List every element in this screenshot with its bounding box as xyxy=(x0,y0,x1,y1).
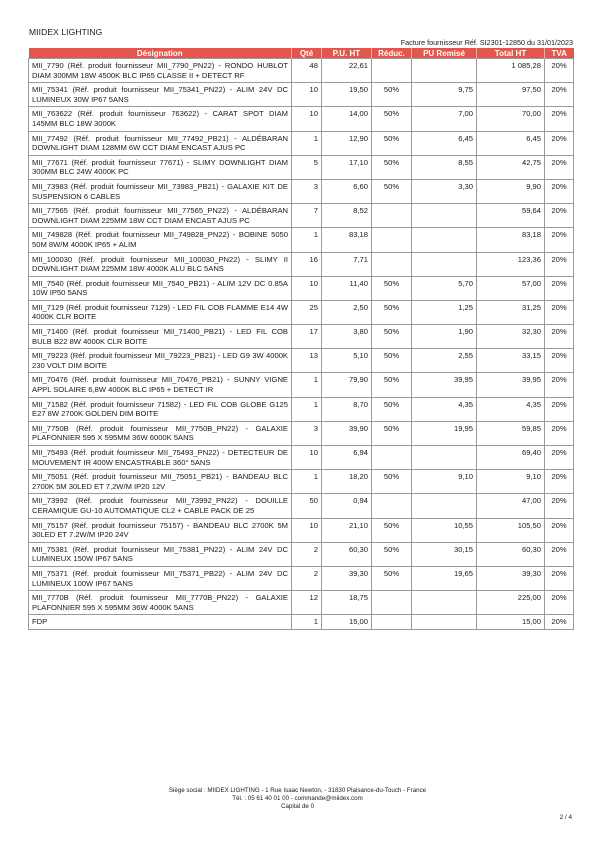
row-vat: 20% xyxy=(545,83,574,107)
row-discount: 50% xyxy=(372,276,412,300)
row-unit-price: 0,94 xyxy=(322,494,372,518)
row-quantity: 48 xyxy=(292,59,322,83)
row-designation: MII_77565 (Réf. produit fournisseur MII_77565_PN22) - ALDÉBARAN DOWNLIGHT DIAM 225MM 18W CCT DIAM ENCAST AJUS PC xyxy=(29,204,292,228)
row-designation: MII_71400 (Réf. produit fournisseur MII_71400_PB21) - LED FIL COB BULB B22 8W 4000K CLR BOITE xyxy=(29,325,292,349)
row-unit-price: 6,60 xyxy=(322,179,372,203)
row-quantity: 7 xyxy=(292,204,322,228)
row-total: 33,15 xyxy=(477,349,545,373)
row-discounted-price xyxy=(412,228,477,252)
table-row xyxy=(29,179,574,203)
row-designation: MII_71582 (Réf. produit fournisseur 71582) - LED FIL COB GLOBE G125 E27 8W 2700K GOLDEN DIM BOITE xyxy=(29,397,292,421)
row-vat: 20% xyxy=(545,179,574,203)
row-total: 83,18 xyxy=(477,228,545,252)
row-vat: 20% xyxy=(545,107,574,131)
row-total: 225,00 xyxy=(477,591,545,615)
row-vat: 20% xyxy=(545,591,574,615)
row-discount xyxy=(372,446,412,470)
row-discounted-price: 9,10 xyxy=(412,470,477,494)
row-discounted-price: 1,90 xyxy=(412,325,477,349)
row-discounted-price: 7,00 xyxy=(412,107,477,131)
row-discounted-price: 5,70 xyxy=(412,276,477,300)
row-discount: 50% xyxy=(372,325,412,349)
table-row xyxy=(29,591,574,615)
row-unit-price: 22,61 xyxy=(322,59,372,83)
row-discount xyxy=(372,615,412,630)
table-row xyxy=(29,276,574,300)
row-designation: MII_75371 (Réf. produit fournisseur MII_75371_PB22) - ALIM 24V DC LUMINEUX 100W IP67 5ANS xyxy=(29,566,292,590)
row-total: 57,00 xyxy=(477,276,545,300)
row-discounted-price xyxy=(412,446,477,470)
row-discount: 50% xyxy=(372,566,412,590)
row-quantity: 1 xyxy=(292,373,322,397)
row-vat: 20% xyxy=(545,155,574,179)
footer-address: Siège social : MIIDEX LIGHTING - 1 Rue Isaac Newton, - 31830 Plaisance-du-Touch - France xyxy=(168,787,427,794)
table-row xyxy=(29,107,574,131)
row-designation: MII_100030 (Réf. produit fournisseur MII_100030_PN22) - SLIMY II DOWNLIGHT DIAM 225MM 18W 4000K ALU BLC 5ANS xyxy=(29,252,292,276)
row-discounted-price xyxy=(412,615,477,630)
row-discount: 50% xyxy=(372,421,412,445)
row-discounted-price xyxy=(412,204,477,228)
row-total: 60,30 xyxy=(477,542,545,566)
row-unit-price: 2,50 xyxy=(322,300,372,324)
row-vat: 20% xyxy=(545,494,574,518)
row-discount: 50% xyxy=(372,542,412,566)
row-designation: MII_749828 (Réf. produit fournisseur MII_749828_PN22) - BOBINE 5050 50M 8W/M 4000K IP65 + ALIM xyxy=(29,228,292,252)
column-header-discounted-price: PU Remisé xyxy=(412,48,477,59)
company-name: MIIDEX LIGHTING xyxy=(29,27,103,37)
row-vat: 20% xyxy=(545,373,574,397)
row-total: 97,50 xyxy=(477,83,545,107)
row-quantity: 50 xyxy=(292,494,322,518)
footer xyxy=(0,787,595,811)
row-discounted-price xyxy=(412,252,477,276)
column-header-designation: Désignation xyxy=(29,48,292,59)
row-discount: 50% xyxy=(372,373,412,397)
row-discounted-price: 8,55 xyxy=(412,155,477,179)
row-discount xyxy=(372,591,412,615)
row-designation: MII_75341 (Réf. produit fournisseur MII_75341_PN22) - ALIM 24V DC LUMINEUX 30W IP67 5ANS xyxy=(29,83,292,107)
row-total: 70,00 xyxy=(477,107,545,131)
table-row xyxy=(29,252,574,276)
footer-capital: Capital de 0 xyxy=(280,803,315,810)
row-designation: MII_73992 (Réf. produit fournisseur MII_73992_PN22) - DOUILLE CERAMIQUE GU-10 AUTOMATIQUE CL2 + CABLE PACK DE 25 xyxy=(29,494,292,518)
invoice-lines-table xyxy=(28,48,574,630)
row-discounted-price: 4,35 xyxy=(412,397,477,421)
column-header-total: Total HT xyxy=(477,48,545,59)
row-designation: MII_7790 (Réf. produit fournisseur MII_7790_PN22) - RONDO HUBLOT DIAM 300MM 18W 4500K BLC IP65 CLASSE II + DETECT RF xyxy=(29,59,292,83)
table-row xyxy=(29,204,574,228)
row-vat: 20% xyxy=(545,204,574,228)
table-row xyxy=(29,300,574,324)
row-unit-price: 18,75 xyxy=(322,591,372,615)
row-designation: MII_77671 (Réf. produit fournisseur 77671) - SLIMY DOWNLIGHT DIAM 300MM BLC 24W 4000K PC xyxy=(29,155,292,179)
row-unit-price: 21,10 xyxy=(322,518,372,542)
row-total: 1 085,28 xyxy=(477,59,545,83)
row-designation: MII_75157 (Réf. produit fournisseur 75157) - BANDEAU BLC 2700K 5M 30LED ET 7.2W/M IP20 24V xyxy=(29,518,292,542)
table-row xyxy=(29,421,574,445)
row-discount xyxy=(372,252,412,276)
row-vat: 20% xyxy=(545,325,574,349)
table-row xyxy=(29,470,574,494)
row-vat: 20% xyxy=(545,252,574,276)
row-unit-price: 18,20 xyxy=(322,470,372,494)
row-vat: 20% xyxy=(545,276,574,300)
row-designation: MII_77492 (Réf. produit fournisseur MII_77492_PB21) - ALDÉBARAN DOWNLIGHT DIAM 128MM 6W CCT DIAM ENCAST AJUS PC xyxy=(29,131,292,155)
row-total: 9,90 xyxy=(477,179,545,203)
column-header-discount: Réduc. xyxy=(372,48,412,59)
row-discount: 50% xyxy=(372,131,412,155)
row-unit-price: 14,00 xyxy=(322,107,372,131)
row-total: 105,50 xyxy=(477,518,545,542)
row-total: 39,95 xyxy=(477,373,545,397)
column-header-qty: Qté xyxy=(292,48,322,59)
row-designation: MII_70476 (Réf. produit fournisseur MII_70476_PB21) - SUNNY VIGNE APPL SOLAIRE 6,8W 4000K BLC IP65 + DETECT IR xyxy=(29,373,292,397)
row-discounted-price: 3,30 xyxy=(412,179,477,203)
row-unit-price: 3,80 xyxy=(322,325,372,349)
row-total: 59,85 xyxy=(477,421,545,445)
row-designation: MII_7540 (Réf. produit fournisseur MII_7540_PB21) - ALIM 12V DC 0.85A 10W IP50 5ANS xyxy=(29,276,292,300)
column-header-unit-price: P.U. HT xyxy=(322,48,372,59)
table-row xyxy=(29,83,574,107)
table-row xyxy=(29,446,574,470)
row-vat: 20% xyxy=(545,470,574,494)
row-quantity: 5 xyxy=(292,155,322,179)
table-row xyxy=(29,615,574,630)
row-vat: 20% xyxy=(545,518,574,542)
row-quantity: 1 xyxy=(292,131,322,155)
row-unit-price: 15,00 xyxy=(322,615,372,630)
table-header-row xyxy=(29,48,574,59)
row-discounted-price: 10,55 xyxy=(412,518,477,542)
row-unit-price: 6,94 xyxy=(322,446,372,470)
row-total: 42,75 xyxy=(477,155,545,179)
row-discounted-price: 19,95 xyxy=(412,421,477,445)
row-total: 4,35 xyxy=(477,397,545,421)
row-discounted-price: 6,45 xyxy=(412,131,477,155)
row-unit-price: 60,30 xyxy=(322,542,372,566)
row-designation: MII_7750B (Réf. produit fournisseur MII_7750B_PN22) - GALAXIE PLAFONNIER 595 X 595MM 36W 6000K 5ANS xyxy=(29,421,292,445)
row-discounted-price: 1,25 xyxy=(412,300,477,324)
row-quantity: 10 xyxy=(292,276,322,300)
row-vat: 20% xyxy=(545,228,574,252)
row-vat: 20% xyxy=(545,421,574,445)
table-row xyxy=(29,373,574,397)
page-number: 2 / 4 xyxy=(559,814,572,821)
table-row xyxy=(29,228,574,252)
row-total: 39,30 xyxy=(477,566,545,590)
row-unit-price: 39,30 xyxy=(322,566,372,590)
row-quantity: 10 xyxy=(292,446,322,470)
row-designation: MII_75051 (Réf. produit fournisseur MII_75051_PB21) - BANDEAU BLC 2700K 5M 30LED ET 7,2W/M IP20 12V xyxy=(29,470,292,494)
table-row xyxy=(29,155,574,179)
row-discount xyxy=(372,59,412,83)
row-unit-price: 19,50 xyxy=(322,83,372,107)
row-designation: MII_763622 (Réf. produit fournisseur 763622) - CARAT SPOT DIAM 145MM BLC 18W 3000K xyxy=(29,107,292,131)
table-row xyxy=(29,325,574,349)
row-quantity: 3 xyxy=(292,421,322,445)
row-unit-price: 5,10 xyxy=(322,349,372,373)
row-quantity: 16 xyxy=(292,252,322,276)
row-unit-price: 17,10 xyxy=(322,155,372,179)
row-discount xyxy=(372,494,412,518)
row-unit-price: 11,40 xyxy=(322,276,372,300)
row-discounted-price: 39,95 xyxy=(412,373,477,397)
row-discount: 50% xyxy=(372,397,412,421)
row-discounted-price: 9,75 xyxy=(412,83,477,107)
row-vat: 20% xyxy=(545,59,574,83)
row-designation: MII_79223 (Réf. produit fournisseur MII_79223_PB21) - LED G9 3W 4000K 230 VOLT DIM BOITE xyxy=(29,349,292,373)
row-unit-price: 7,71 xyxy=(322,252,372,276)
row-discount: 50% xyxy=(372,179,412,203)
row-quantity: 3 xyxy=(292,179,322,203)
row-designation: MII_75381 (Réf. produit fournisseur MII_75381_PN22) - ALIM 24V DC LUMINEUX 150W IP67 5ANS xyxy=(29,542,292,566)
table-body xyxy=(29,59,574,630)
row-quantity: 1 xyxy=(292,470,322,494)
row-discounted-price: 19,65 xyxy=(412,566,477,590)
row-discount: 50% xyxy=(372,107,412,131)
table-row xyxy=(29,542,574,566)
row-vat: 20% xyxy=(545,349,574,373)
row-quantity: 17 xyxy=(292,325,322,349)
invoice-reference: Facture fournisseur Réf. SI2301-12850 du 31/01/2023 xyxy=(400,38,573,47)
table-row xyxy=(29,518,574,542)
row-total: 69,40 xyxy=(477,446,545,470)
column-header-vat: TVA xyxy=(545,48,574,59)
row-discount: 50% xyxy=(372,470,412,494)
table-row xyxy=(29,397,574,421)
row-quantity: 13 xyxy=(292,349,322,373)
row-quantity: 2 xyxy=(292,566,322,590)
row-total: 15,00 xyxy=(477,615,545,630)
row-discounted-price: 2,55 xyxy=(412,349,477,373)
row-vat: 20% xyxy=(545,542,574,566)
row-discount: 50% xyxy=(372,518,412,542)
table-row xyxy=(29,494,574,518)
row-designation: MII_75493 (Réf. produit fournisseur MII_75493_PN22) - DETECTEUR DE MOUVEMENT IR 400W ENCASTRABLE 360° 5ANS xyxy=(29,446,292,470)
row-total: 32,30 xyxy=(477,325,545,349)
table-row xyxy=(29,131,574,155)
row-vat: 20% xyxy=(545,397,574,421)
row-vat: 20% xyxy=(545,446,574,470)
row-discounted-price: 30,15 xyxy=(412,542,477,566)
row-quantity: 10 xyxy=(292,518,322,542)
row-unit-price: 8,70 xyxy=(322,397,372,421)
table-row xyxy=(29,59,574,83)
row-unit-price: 8,52 xyxy=(322,204,372,228)
row-quantity: 1 xyxy=(292,397,322,421)
row-total: 31,25 xyxy=(477,300,545,324)
row-quantity: 1 xyxy=(292,228,322,252)
row-vat: 20% xyxy=(545,615,574,630)
row-quantity: 1 xyxy=(292,615,322,630)
row-total: 59,64 xyxy=(477,204,545,228)
row-designation: MII_7129 (Réf. produit fournisseur 7129) - LED FIL COB FLAMME E14 4W 4000K CLR BOITE xyxy=(29,300,292,324)
row-unit-price: 79,90 xyxy=(322,373,372,397)
row-unit-price: 39,90 xyxy=(322,421,372,445)
row-vat: 20% xyxy=(545,566,574,590)
row-unit-price: 12,90 xyxy=(322,131,372,155)
row-total: 123,36 xyxy=(477,252,545,276)
row-quantity: 2 xyxy=(292,542,322,566)
row-discounted-price xyxy=(412,591,477,615)
row-quantity: 12 xyxy=(292,591,322,615)
row-quantity: 25 xyxy=(292,300,322,324)
row-total: 47,00 xyxy=(477,494,545,518)
row-discounted-price xyxy=(412,494,477,518)
row-total: 6,45 xyxy=(477,131,545,155)
row-discount xyxy=(372,204,412,228)
footer-contact: Tél. : 05 61 40 01 00 - commande@miidex.com xyxy=(232,795,363,802)
row-quantity: 10 xyxy=(292,83,322,107)
row-discount: 50% xyxy=(372,349,412,373)
row-designation: FDP xyxy=(29,615,292,630)
table-row xyxy=(29,349,574,373)
row-discount: 50% xyxy=(372,155,412,179)
table-row xyxy=(29,566,574,590)
row-total: 9,10 xyxy=(477,470,545,494)
row-designation: MII_73983 (Réf. produit fournisseur MII_73983_PB21) - GALAXIE KIT DE SUSPENSION 6 CABLES xyxy=(29,179,292,203)
row-quantity: 10 xyxy=(292,107,322,131)
row-discount: 50% xyxy=(372,83,412,107)
row-discount xyxy=(372,228,412,252)
row-discounted-price xyxy=(412,59,477,83)
row-unit-price: 83,18 xyxy=(322,228,372,252)
row-discount: 50% xyxy=(372,300,412,324)
row-designation: MII_7770B (Réf. produit fournisseur MII_7770B_PN22) - GALAXIE PLAFONNIER 595 X 595MM 36W 4000K 5ANS xyxy=(29,591,292,615)
row-vat: 20% xyxy=(545,131,574,155)
row-vat: 20% xyxy=(545,300,574,324)
